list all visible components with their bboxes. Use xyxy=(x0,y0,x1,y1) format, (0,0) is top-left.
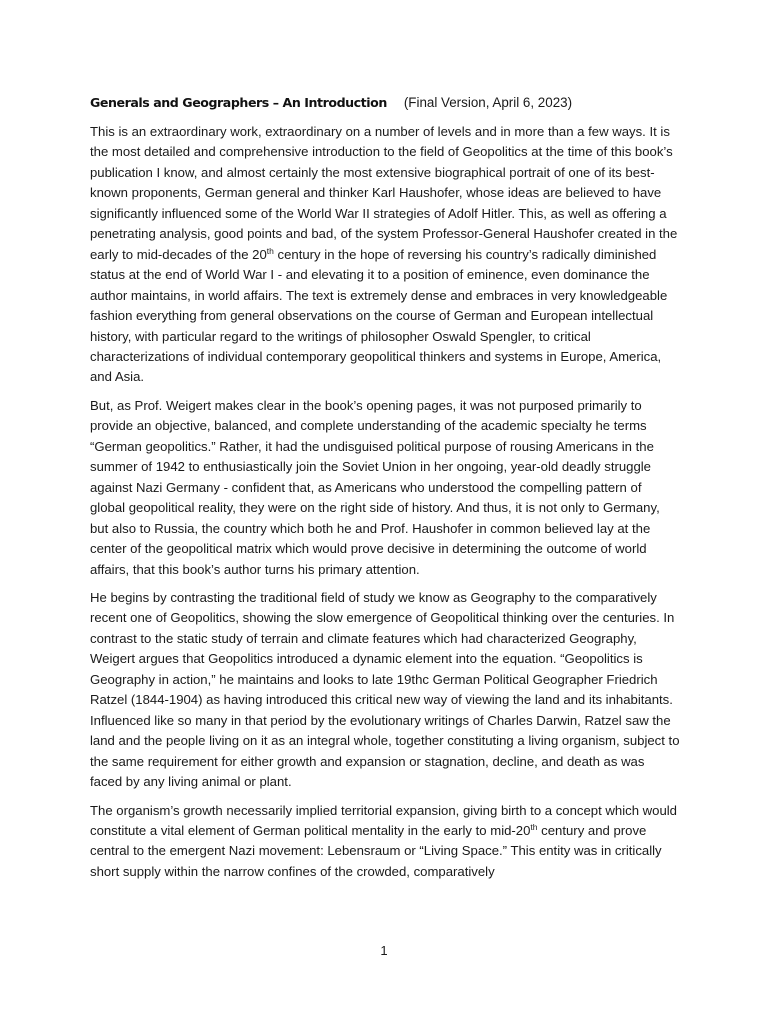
page-number: 1 xyxy=(380,943,388,958)
paragraphs xyxy=(90,122,680,882)
superscript: th xyxy=(530,821,538,832)
document-subtitle: (Final Version, April 6, 2023) xyxy=(403,95,573,110)
paragraph-text: He begins by contrasting the traditional field of study we know as Geography to the comparatively recent one of Geopolitics, showing the slow emergence of Geopolitical thinking over the centuries. In contrast to the static study of terrain and climate features which had characterized Geography, Weigert argues that Geopolitics introduced a dynamic element into the equation. “Geopolitics is Geography in action,” he maintains and looks to late 19thc German Political Geographer Friedrich Ratzel (1844-1904) as having introduced this critical new way of viewing the land and its inhabitants. Influenced like so many in that period by the evolutionary writings of Charles Darwin, Ratzel saw the land and the people living on it as an integral whole, together constituting a living organism, subject to the same requirement for either growth and expansion or stagnation, decline, and death as was faced by any living animal or plant. xyxy=(90,589,680,790)
paragraph xyxy=(90,122,680,388)
paragraph-text: This is an extraordinary work, extraordinary on a number of levels and in more than a few ways. It is the most detailed and comprehensive introduction to the field of Geopolitics at the time of this book’s publication I know, and almost certainly the most extensive biographical portrait of one of its best-known proponents, German general and thinker Karl Haushofer, whose ideas are believed to have significantly influenced some of the World War II strategies of Adolf Hitler. This, as well as offering a penetrating analysis, good points and bad, of the system Professor-General Haushofer created in the early to mid-decades of the 20 xyxy=(90,124,678,262)
paragraph xyxy=(90,588,680,793)
paragraph-text: The organism’s growth necessarily implied territorial expansion, giving birth to a concept which would constitute a vital element of German political mentality in the early to mid-20 xyxy=(90,802,677,838)
paragraph-text: century in the hope of reversing his country’s radically diminished status at the end of World War I - and elevating it to a position of eminence, even dominance the author maintains, in world affairs. The text is extremely dense and embraces in very knowledgeable fashion everything from general observations on the course of German and European intellectual history, with particular regard to the writings of philosopher Oswald Spengler, to critical characterizations of individual contemporary geopolitical thinkers and systems in Europe, America, and Asia. xyxy=(90,246,668,385)
document-body xyxy=(90,93,680,890)
title-line xyxy=(90,93,680,113)
paragraph-text: century and prove central to the emergent Nazi movement: Lebensraum or “Living Space.” This entity was in critically short supply within the narrow confines of the crowded, comparatively xyxy=(90,822,662,879)
paragraph-text: But, as Prof. Weigert makes clear in the book’s opening pages, it was not purposed primarily to provide an objective, balanced, and complete understanding of the academic specialty he terms “German geopolitics.” Rather, it had the undisguised political purpose of rousing Americans in the summer of 1942 to enthusiastically join the Soviet Union in her ongoing, year-old deadly struggle against Nazi Germany - confident that, as Americans who understood the compelling pattern of global geopolitical reality, they were on the right side of history. And thus, it is not only to Germany, but also to Russia, the country which both he and Prof. Haushofer in common believed lay at the center of the geopolitical matrix which would prove decisive in determining the outcome of world affairs, that this book’s author turns his primary attention. xyxy=(90,397,660,577)
paragraph xyxy=(90,396,680,580)
paragraph xyxy=(90,801,680,883)
document-title: Generals and Geographers – An Introduction xyxy=(90,95,387,110)
superscript: th xyxy=(266,245,274,256)
